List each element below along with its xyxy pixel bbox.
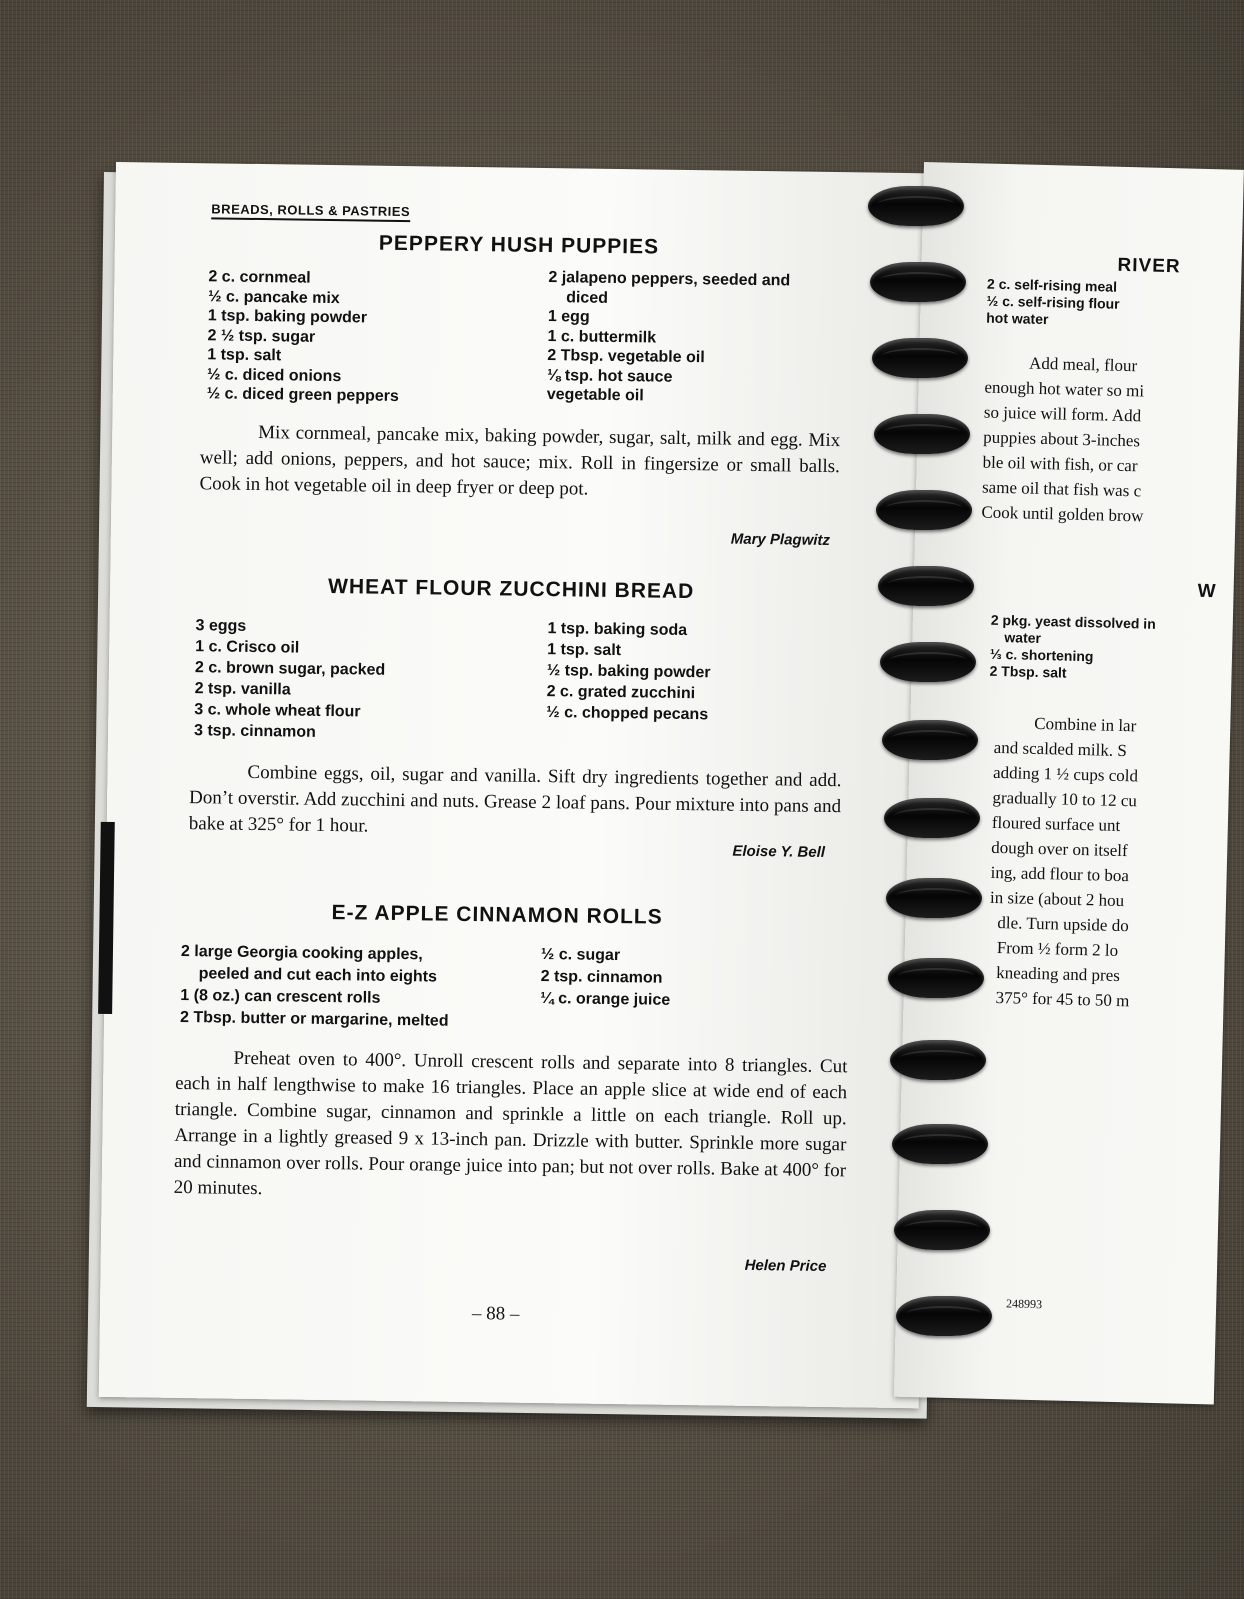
binding-ring: [890, 1040, 986, 1080]
ingredient: ⅓ c. shortening: [989, 645, 1094, 665]
binding-ring: [870, 262, 966, 302]
ingredient: 1 tsp. salt: [547, 641, 622, 660]
ingredients-right-apple-rolls: [540, 944, 671, 1012]
binding-ring: [882, 720, 978, 760]
ingredient: 2 tsp. cinnamon: [540, 968, 663, 987]
binding-ring: [896, 1296, 992, 1336]
method-text: Mix cornmeal, pancake mix, baking powder, sugar, salt, milk and egg. Mix well; add onions, peppers, and hot sauce; mix. Roll in fingersize or small balls. Cook in hot vegetable oil in deep fryer or deep pot.: [199, 422, 841, 500]
author-hush-puppies: Mary Plagwitz: [730, 530, 831, 550]
ingredient: ½ c. sugar: [540, 946, 621, 965]
ingredient: 2 Tbsp. salt: [989, 662, 1067, 681]
method-text: Combine eggs, oil, sugar and vanilla. Sift dry ingredients together and add. Don’t overstir. Add zucchini and nuts. Grease 2 loaf pans. Pour mixture into pans and bake at 325° for 1 hour.: [188, 761, 842, 837]
method-text: Preheat oven to 400°. Unroll crescent rolls and separate into 8 triangles. Cut each in half lengthwise to make 16 triangles. Place an apple slice at wide end of each triangle. Combine sugar, cinnamon and sprinkle a little on each triangle. Roll up. Arrange in a lightly greased 9 x 13-inch pan. Drizzle with butter. Sprinkle more sugar and cinnamon over rolls. Pour orange juice into pan; but not over rolls. Bake at 400° for 20 minutes.: [173, 1047, 848, 1200]
author-zucchini-bread: Eloise Y. Bell: [732, 842, 826, 861]
ingredient: 2 pkg. yeast dissolved in: [990, 611, 1156, 632]
ingredient: 1 c. Crisco oil: [195, 638, 300, 657]
ingredient: 1 (8 oz.) can crescent rolls: [180, 986, 381, 1007]
text-line: and scalded milk. S: [993, 737, 1128, 761]
ingredient: 2 c. grated zucchini: [546, 683, 696, 703]
ingredient: 1 tsp. salt: [207, 346, 282, 365]
text-line: in size (about 2 hou: [989, 887, 1125, 911]
text-line: gradually 10 to 12 cu: [992, 787, 1138, 811]
binding-ring: [874, 414, 970, 454]
ingredients-left-apple-rolls: [180, 941, 450, 1033]
text-line: dough over on itself: [991, 837, 1128, 861]
ingredient: diced: [566, 288, 609, 307]
method-apple-rolls: [174, 1045, 848, 1210]
ingredient: water: [1004, 629, 1042, 646]
text-line: kneading and pres: [995, 963, 1121, 986]
binding-ring: [884, 798, 980, 838]
text-line: Combine in lar: [1034, 713, 1137, 736]
right-recipe-title-2: W: [1197, 580, 1217, 603]
ingredient: 3 eggs: [195, 617, 247, 635]
right-recipe-title-1: RIVER: [1117, 254, 1181, 278]
ingredient: 2 tsp. vanilla: [194, 680, 291, 699]
ingredient: ½ c. diced green peppers: [206, 385, 399, 405]
ingredient: ½ c. diced onions: [206, 365, 342, 385]
ingredient: 2 Tbsp. butter or margarine, melted: [179, 1008, 449, 1030]
binding-ring: [888, 958, 984, 998]
ingredient: hot water: [986, 309, 1049, 328]
ingredient: 2 ½ tsp. sugar: [207, 326, 316, 346]
ingredient: 1 egg: [547, 308, 590, 326]
ingredients-right-zucchini-bread: [546, 618, 711, 725]
spiral-binding: [868, 180, 1008, 1380]
text-line: floured surface unt: [991, 812, 1121, 835]
ingredient: 2 c. self-rising meal: [986, 275, 1118, 295]
recipe-title-apple-rolls: E-Z APPLE CINNAMON ROLLS: [331, 901, 663, 929]
method-zucchini-bread: [189, 759, 842, 846]
right-ingredients-2: [989, 612, 1156, 684]
ingredient: ½ c. pancake mix: [208, 287, 340, 307]
ingredient: 2 jalapeno peppers, seeded and: [548, 269, 791, 290]
ingredient: ½ c. self-rising flour: [986, 292, 1120, 312]
text-line: Cook until golden brow: [981, 502, 1144, 526]
method-hush-puppies: [199, 419, 840, 506]
page-number: – 88 –: [471, 1303, 520, 1325]
ingredient: 2 c. brown sugar, packed: [194, 659, 386, 679]
text-line: puppies about 3-inches: [983, 427, 1141, 451]
ingredient: 2 Tbsp. vegetable oil: [547, 347, 705, 367]
binding-ring: [878, 566, 974, 606]
ingredient: 2 large Georgia cooking apples,: [180, 942, 423, 964]
text-line: dle. Turn upside do: [997, 913, 1129, 936]
ingredients-left-zucchini-bread: [194, 615, 386, 744]
text-line: ble oil with fish, or car: [982, 452, 1138, 476]
ingredient: ¼ c. orange juice: [540, 990, 671, 1009]
binding-ring: [894, 1210, 990, 1250]
ingredient: 1 tsp. baking soda: [547, 620, 688, 640]
text-line: same oil that fish was c: [981, 477, 1142, 501]
right-page-code: 248993: [1005, 1296, 1043, 1312]
ingredient: 1 c. buttermilk: [547, 327, 657, 347]
ingredient: 1 tsp. baking powder: [207, 307, 368, 327]
text-line: so juice will form. Add: [983, 402, 1142, 426]
right-method-2: [987, 710, 1139, 1013]
text-line: enough hot water so mi: [984, 377, 1145, 401]
ingredient: ⅛ tsp. hot sauce: [546, 366, 673, 386]
binding-ring: [880, 642, 976, 682]
text-line: adding 1 ½ cups cold: [992, 762, 1139, 786]
binding-ring: [886, 878, 982, 918]
text-line: ing, add flour to boa: [990, 862, 1130, 886]
binding-ring: [868, 186, 964, 226]
binding-ring: [892, 1124, 988, 1164]
section-header: BREADS, ROLLS & PASTRIES: [211, 201, 410, 222]
text-line: 375° for 45 to 50 m: [995, 988, 1130, 1011]
left-page: [99, 162, 936, 1408]
section-tab-marker: [98, 822, 115, 1014]
recipe-title-hush-puppies: PEPPERY HUSH PUPPIES: [378, 231, 660, 259]
author-apple-rolls: Helen Price: [744, 1256, 827, 1276]
ingredient: vegetable oil: [546, 386, 644, 405]
recipe-title-zucchini-bread: WHEAT FLOUR ZUCCHINI BREAD: [327, 575, 695, 604]
ingredient: 3 tsp. cinnamon: [193, 722, 316, 741]
ingredient: ½ tsp. baking powder: [546, 662, 711, 682]
text-line: From ½ form 2 lo: [996, 938, 1119, 960]
ingredient: peeled and cut each into eights: [198, 965, 438, 986]
ingredients-left-hush-puppies: [207, 267, 401, 406]
ingredient: 3 c. whole wheat flour: [194, 701, 361, 721]
binding-ring: [876, 490, 972, 530]
ingredient: ½ c. chopped pecans: [546, 704, 709, 724]
binding-ring: [872, 338, 968, 378]
text-line: Add meal, flour: [1028, 353, 1138, 376]
ingredients-right-hush-puppies: [547, 268, 791, 408]
ingredient: 2 c. cornmeal: [208, 268, 311, 287]
